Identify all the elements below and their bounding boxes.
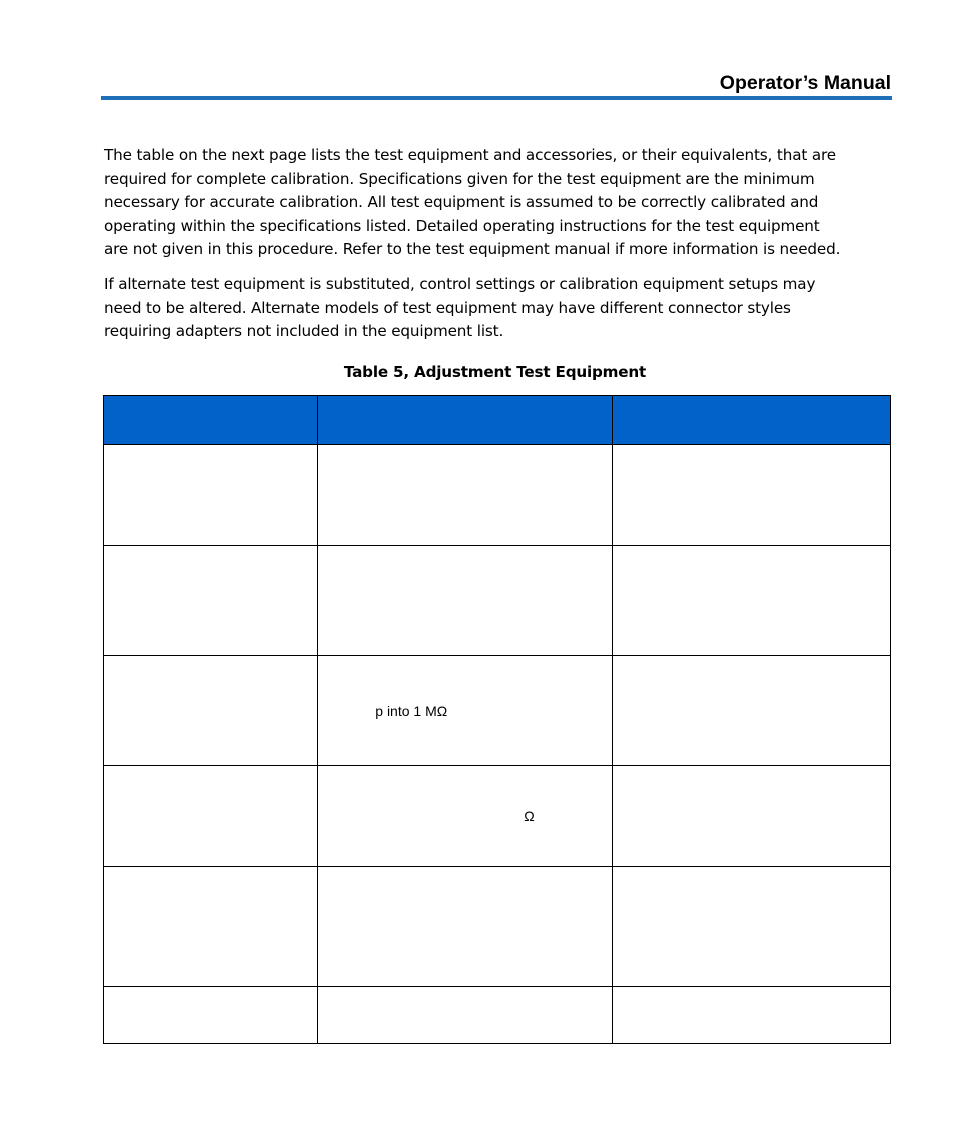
alternate-equipment-paragraph bbox=[104, 273, 894, 344]
table-header-row bbox=[104, 396, 891, 445]
paragraph-line: requiring adapters not included in the equipment list. bbox=[104, 322, 504, 341]
table-row bbox=[104, 987, 891, 1044]
intro-paragraph bbox=[104, 144, 894, 262]
paragraph-line: If alternate test equipment is substituted, control settings or calibration equipment setups may bbox=[104, 275, 816, 293]
paragraph-line: The table on the next page lists the test equipment and accessories, or their equivalents, that are bbox=[104, 146, 836, 164]
table-row bbox=[104, 867, 891, 987]
table-cell bbox=[104, 546, 318, 656]
adjustment-test-equipment-table bbox=[103, 395, 891, 1044]
table-cell bbox=[104, 867, 318, 987]
page-header-title: Operator’s Manual bbox=[719, 72, 891, 94]
table-header-cell bbox=[612, 396, 890, 445]
table-header-cell bbox=[318, 396, 612, 445]
table-cell bbox=[318, 766, 612, 867]
table-row bbox=[104, 656, 891, 766]
table-cell bbox=[612, 987, 890, 1044]
cell-text-fragment: p into 1 MΩ bbox=[375, 702, 448, 719]
table-row bbox=[104, 546, 891, 656]
table-row bbox=[104, 445, 891, 546]
table-cell bbox=[612, 867, 890, 987]
table-cell bbox=[612, 546, 890, 656]
table-cell bbox=[318, 867, 612, 987]
table-cell bbox=[104, 987, 318, 1044]
table-cell bbox=[104, 766, 318, 867]
table-cell bbox=[104, 445, 318, 546]
table-caption: Table 5, Adjustment Test Equipment bbox=[343, 363, 647, 381]
table-cell bbox=[318, 987, 612, 1044]
table-header-cell bbox=[104, 396, 318, 445]
paragraph-line: need to be altered. Alternate models of test equipment may have different connector styles bbox=[104, 298, 791, 317]
table-cell bbox=[318, 546, 612, 656]
table-cell bbox=[318, 445, 612, 546]
table-row bbox=[104, 766, 891, 867]
cell-text-fragment: Ω bbox=[524, 808, 535, 824]
paragraph-line: required for complete calibration. Specifications given for the test equipment are the minimum bbox=[104, 169, 815, 188]
header-divider bbox=[101, 96, 892, 100]
table-cell bbox=[104, 656, 318, 766]
paragraph-line: operating within the specifications listed. Detailed operating instructions for the test equipment bbox=[104, 216, 820, 235]
table-cell bbox=[318, 656, 612, 766]
paragraph-line: necessary for accurate calibration. All test equipment is assumed to be correctly calibrated and bbox=[104, 193, 819, 212]
table-cell bbox=[612, 445, 890, 546]
paragraph-line: are not given in this procedure. Refer to the test equipment manual if more information is needed. bbox=[104, 240, 841, 259]
